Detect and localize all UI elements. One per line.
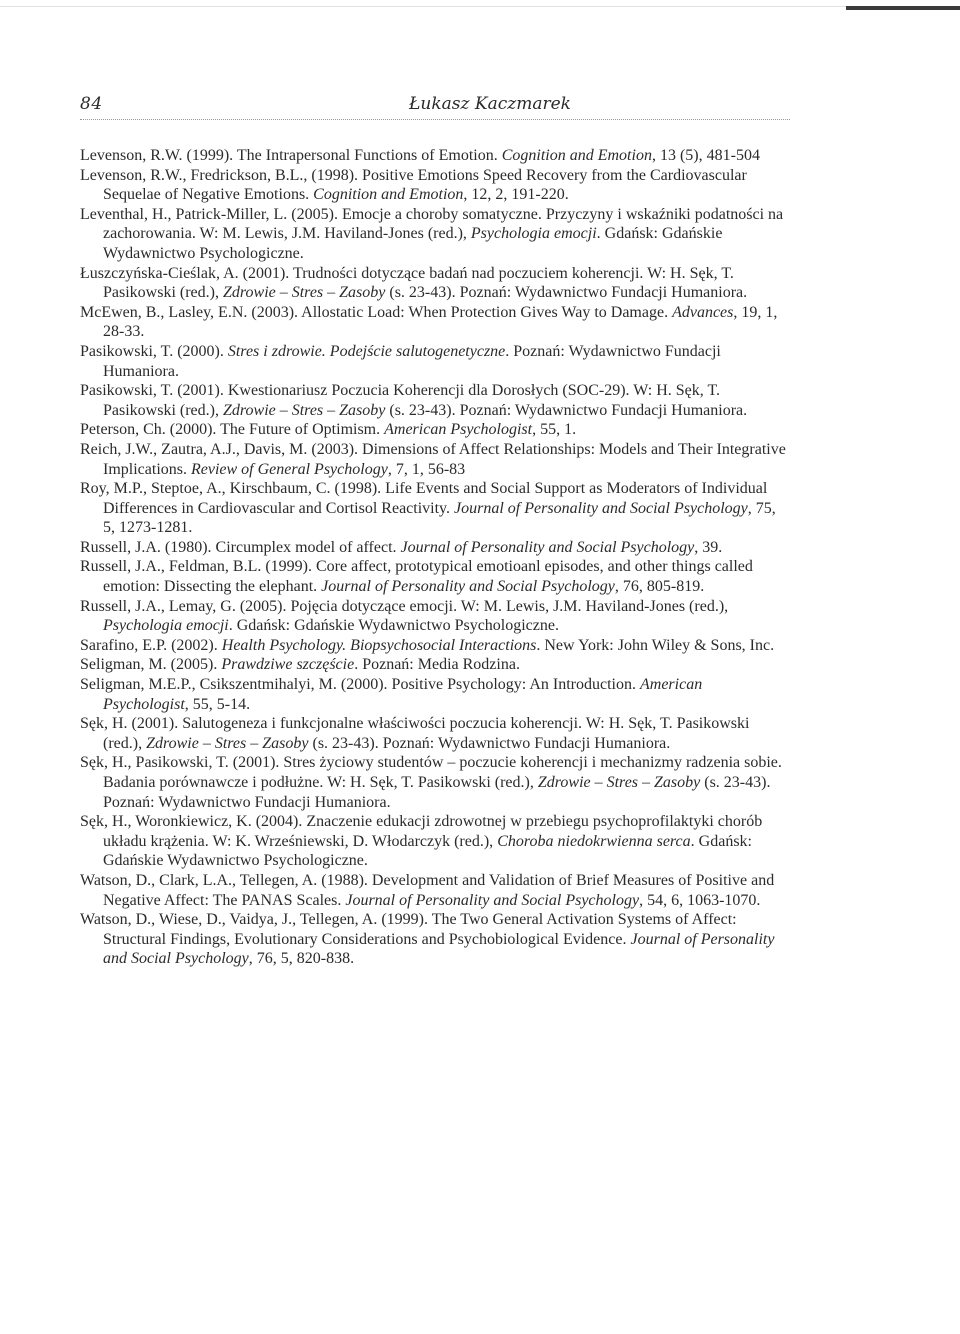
reference-title-italic: Journal of Personality and Social Psychology xyxy=(454,499,748,517)
reference-text: Russell, J.A. (1980). Circumplex model of affect. xyxy=(80,538,401,556)
reference-text: . Gdańsk: Gdańskie Wydawnictwo Psychologiczne. xyxy=(103,225,723,262)
reference-text: Roy, M.P., Steptoe, A., Kirschbaum, C. (1998). Life Events and Social Support as Moderators of Individual Differences in Cardiovascular and Cortisol Reactivity. xyxy=(80,480,768,517)
running-head-author: Łukasz Kaczmarek xyxy=(409,94,571,114)
scan-mark xyxy=(846,6,960,10)
reference-text: Watson, D., Wiese, D., Vaidya, J., Tellegen, A. (1999). The Two General Activation Systems of Affect: Structural Findings, Evolutionary Considerations and Psychobiological Evidence. xyxy=(80,911,737,948)
reference-text: Sęk, H., Woronkiewicz, K. (2004). Znaczenie edukacji zdrowotnej w przebiegu psychoprofilaktyki chorób układu krążenia. W: K. Wrześniewski, D. Włodarczyk (red.), xyxy=(80,813,763,850)
reference-text: Reich, J.W., Zautra, A.J., Davis, M. (2003). Dimensions of Affect Relationships: Models and Their Integrative Implications. xyxy=(80,440,786,478)
reference-text: (s. 23-43). Poznań: Wydawnictwo Fundacji Humaniora. xyxy=(385,401,748,419)
reference-text: . Poznań: Media Rodzina. xyxy=(354,656,520,674)
reference-title-italic: Review of General Psychology xyxy=(190,460,388,478)
reference-text: . Poznań: Wydawnictwo Fundacji Humaniora. xyxy=(103,342,721,380)
reference-text: , 55, 1. xyxy=(532,421,577,439)
reference-entry xyxy=(80,538,790,558)
reference-text: , 75, 5, 1273-1281. xyxy=(103,499,776,537)
reference-entry xyxy=(80,675,790,714)
reference-title-italic: Journal of Personality and Social Psychology xyxy=(400,538,695,556)
reference-text: (s. 23-43). Poznań: Wydawnictwo Fundacji Humaniora. xyxy=(385,284,748,302)
reference-text: Leventhal, H., Patrick-Miller, L. (2005). Emocje a choroby somatyczne. Przyczyny i wskaźniki podatności na zachorowania. W: M. Lewis, J.M. Haviland-Jones (red.), xyxy=(80,205,784,243)
reference-title-italic: Journal of Personality and Social Psychology xyxy=(321,578,615,596)
running-header xyxy=(80,94,780,124)
reference-text: (s. 23-43). Poznań: Wydawnictwo Fundacji Humaniora. xyxy=(103,774,771,811)
page-number: 84 xyxy=(80,94,103,114)
reference-title-italic: Zdrowie – Stres – Zasoby xyxy=(537,774,701,791)
reference-text: Peterson, Ch. (2000). The Future of Optimism. xyxy=(80,421,385,439)
reference-title-italic: Psychologia emocji xyxy=(470,225,597,243)
reference-entry xyxy=(80,440,790,479)
reference-entry xyxy=(80,342,790,381)
reference-text: Watson, D., Clark, L.A., Tellegen, A. (1988). Development and Validation of Brief Measures of Positive and Negative Affect: The PANAS Scales. xyxy=(80,871,775,909)
reference-text: , 39. xyxy=(694,538,723,556)
reference-text: Russell, J.A., Feldman, B.L. (1999). Core affect, prototypical emotioanl episodes, and other things called emotion: Dissecting the elephant. xyxy=(80,558,753,596)
reference-title-italic: Cognition and Emotion xyxy=(501,147,652,164)
reference-text: Pasikowski, T. (2000). xyxy=(80,342,228,360)
reference-entry xyxy=(80,910,790,969)
reference-title-italic: American Psychologist xyxy=(103,676,703,713)
reference-entry xyxy=(80,557,790,596)
reference-title-italic: Prawdziwe szczęście xyxy=(221,656,355,674)
reference-text: Sarafino, E.P. (2002). xyxy=(80,636,222,654)
reference-text: Russell, J.A., Lemay, G. (2005). Pojęcia dotyczące emocji. W: M. Lewis, J.M. Haviland-Jones (red.), xyxy=(80,597,729,615)
reference-entry xyxy=(80,597,790,636)
reference-entry xyxy=(80,146,790,166)
reference-text: , 76, 5, 820-838. xyxy=(248,950,355,968)
reference-list xyxy=(80,146,790,969)
reference-text: , 19, 1, 28-33. xyxy=(103,303,778,341)
reference-title-italic: Cognition and Emotion xyxy=(313,186,464,204)
reference-text: Łuszczyńska-Cieślak, A. (2001). Trudności dotyczące badań nad poczuciem koherencji. W: H. Sęk, T. Pasikowski (red.), xyxy=(80,264,734,302)
reference-text: Sęk, H. (2001). Salutogeneza i funkcjonalne właściwości poczucia koherencji. W: H. Sęk, T. Pasikowski (red.), xyxy=(80,715,750,752)
reference-text: Pasikowski, T. (2001). Kwestionariusz Poczucia Koherencji dla Dorosłych (SOC-29). W: H. Sęk, T. Pasikowski (red.), xyxy=(80,382,721,419)
reference-entry xyxy=(80,636,790,656)
reference-text: Seligman, M.E.P., Csikszentmihalyi, M. (2000). Positive Psychology: An Introduction. xyxy=(80,676,640,694)
reference-text: McEwen, B., Lasley, E.N. (2003). Allostatic Load: When Protection Gives Way to Damage. xyxy=(80,303,673,321)
reference-title-italic: Journal of Personality and Social Psychology xyxy=(345,891,640,909)
reference-title-italic: Health Psychology. Biopsychosocial Interactions xyxy=(221,636,537,654)
reference-title-italic: Zdrowie – Stres – Zasoby xyxy=(146,734,309,752)
reference-text: . Gdańsk: Gdańskie Wydawnictwo Psychologiczne. xyxy=(103,832,752,870)
reference-text: , 13 (5), 481-504 xyxy=(651,147,760,164)
reference-entry xyxy=(80,655,790,675)
reference-text: Sęk, H., Pasikowski, T. (2001). Stres życiowy studentów – poczucie koherencji i mechanizmy radzenia sobie. Badania porównawcze i podłużne. W: H. Sęk, T. Pasikowski (red.), xyxy=(80,754,782,791)
reference-title-italic: Stres i zdrowie. Podejście salutogenetyczne xyxy=(227,342,506,360)
reference-text: , 55, 5-14. xyxy=(184,695,251,713)
scan-line xyxy=(0,6,960,7)
reference-title-italic: Zdrowie – Stres – Zasoby xyxy=(222,401,386,419)
reference-entry xyxy=(80,714,790,753)
reference-entry xyxy=(80,381,790,420)
reference-title-italic: Psychologia emocji xyxy=(103,617,229,635)
header-rule xyxy=(80,119,790,120)
reference-text: Levenson, R.W., Fredrickson, B.L., (1998). Positive Emotions Speed Recovery from the Cardiovascular Sequelae of Negative Emotions. xyxy=(80,166,747,204)
reference-title-italic: Journal of Personality and Social Psychology xyxy=(103,930,775,968)
reference-text: Seligman, M. (2005). xyxy=(80,656,222,674)
reference-title-italic: Zdrowie – Stres – Zasoby xyxy=(222,284,386,302)
reference-text: , 7, 1, 56-83 xyxy=(387,460,466,478)
reference-entry xyxy=(80,166,790,205)
reference-text: . Gdańsk: Gdańskie Wydawnictwo Psychologiczne. xyxy=(228,617,559,635)
reference-text: , 54, 6, 1063-1070. xyxy=(639,891,761,909)
reference-entry xyxy=(80,264,790,303)
reference-entry xyxy=(80,871,790,910)
reference-title-italic: American Psychologist xyxy=(384,421,533,439)
scan-artifact-top xyxy=(0,6,960,12)
reference-entry xyxy=(80,303,790,342)
reference-entry xyxy=(80,479,790,538)
reference-entry xyxy=(80,205,790,264)
reference-text: . New York: John Wiley & Sons, Inc. xyxy=(536,636,775,654)
reference-title-italic: Choroba niedokrwienna serca xyxy=(497,832,691,850)
reference-text: , 12, 2, 191-220. xyxy=(463,186,569,204)
reference-entry xyxy=(80,420,790,440)
reference-text: (s. 23-43). Poznań: Wydawnictwo Fundacji Humaniora. xyxy=(308,734,671,752)
reference-entry xyxy=(80,812,790,871)
reference-text: , 76, 805-819. xyxy=(614,578,705,596)
reference-title-italic: Advances xyxy=(672,303,734,321)
reference-entry xyxy=(80,753,790,812)
reference-text: Levenson, R.W. (1999). The Intrapersonal Functions of Emotion. xyxy=(80,147,502,164)
